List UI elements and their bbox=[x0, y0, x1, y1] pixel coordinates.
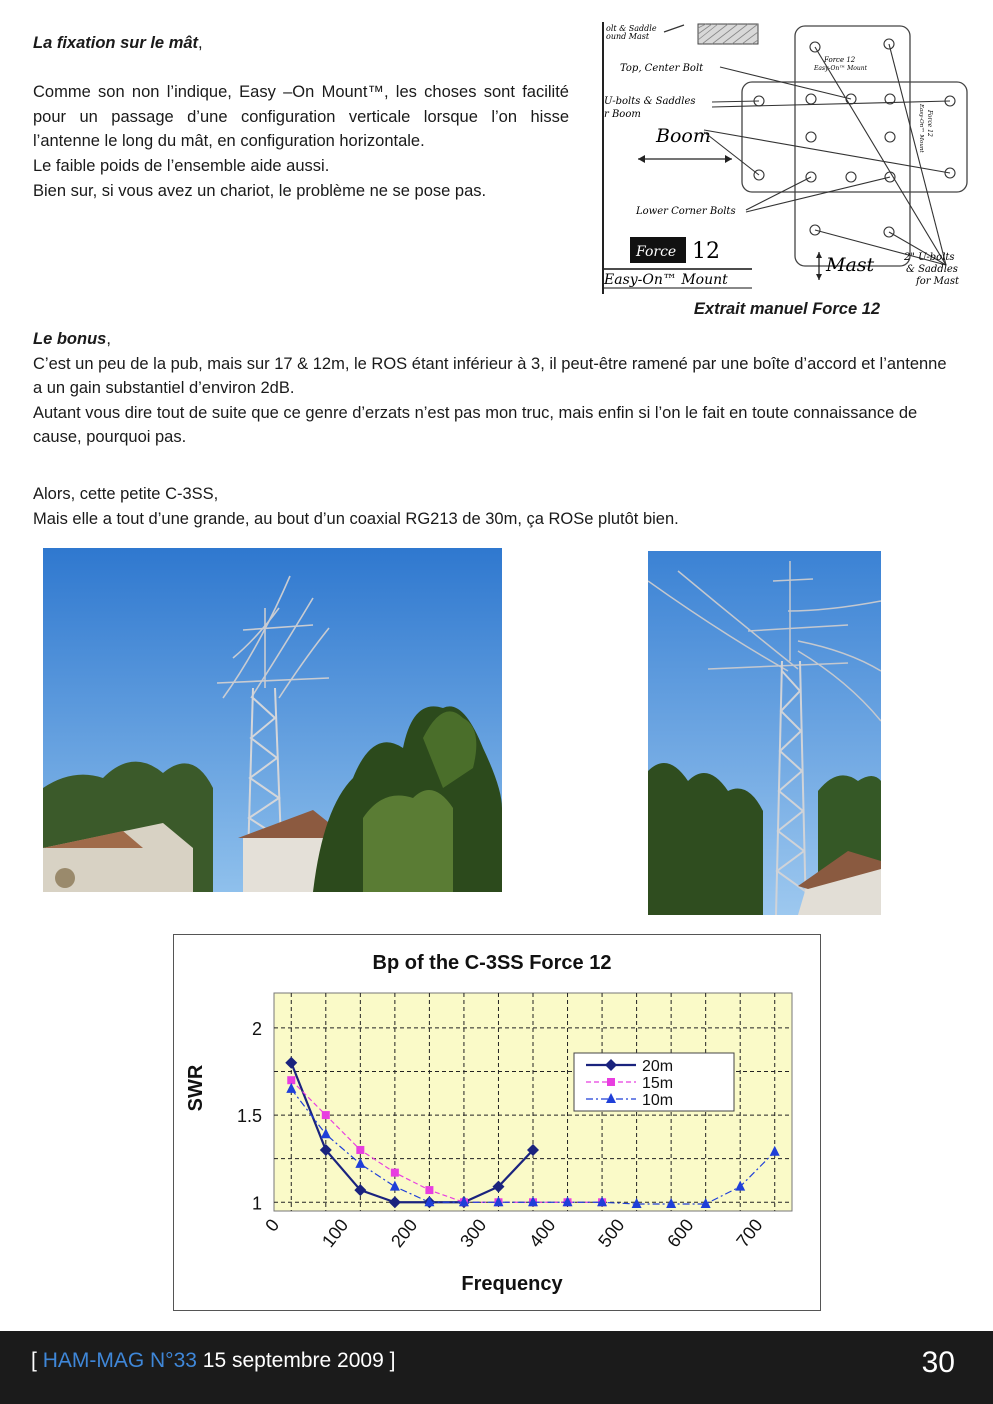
data-point-15m bbox=[425, 1186, 433, 1194]
chart-y-axis-label: SWR bbox=[185, 1064, 207, 1112]
chart-x-axis-label: Frequency bbox=[461, 1273, 563, 1295]
y-tick-label: 1 bbox=[251, 1193, 262, 1214]
bonus-paragraph-2: Autant vous dire tout de suite que ce genre d’erzats n’est pas mon truc, mais enfin si l’on le fait en toute connaissance de cause, pourquoi pas. bbox=[33, 403, 918, 447]
manual-caption: Extrait manuel Force 12 bbox=[693, 300, 881, 318]
footer-bracket-open: [ bbox=[31, 1349, 37, 1372]
antenna-photo-portrait bbox=[648, 551, 881, 915]
page-footer bbox=[0, 1331, 993, 1404]
y-tick-label: 1.5 bbox=[236, 1106, 262, 1127]
fixation-heading: La fixation sur le mât bbox=[33, 34, 199, 52]
x-tick-label: 400 bbox=[525, 1215, 560, 1252]
label-ubolts-mast-1: 2" U-bolts bbox=[904, 252, 955, 263]
label-ubolts-mast-3: for Mast bbox=[916, 276, 960, 287]
legend-label-10m: 10m bbox=[642, 1092, 674, 1109]
data-point-15m bbox=[322, 1111, 330, 1119]
data-point-15m bbox=[391, 1169, 399, 1177]
plate-side-1: Force 12 bbox=[926, 110, 933, 137]
label-lower-corner-bolts: Lower Corner Bolts bbox=[636, 206, 736, 217]
label-boom: Boom bbox=[656, 125, 711, 147]
x-tick-label: 0 bbox=[261, 1215, 284, 1236]
legend-label-15m: 15m bbox=[642, 1075, 674, 1092]
plate-side-2: Easy-On™ Mount bbox=[918, 104, 924, 153]
x-tick-label: 300 bbox=[456, 1215, 491, 1252]
bonus-heading: Le bonus bbox=[33, 330, 107, 348]
y-tick-label: 2 bbox=[251, 1018, 262, 1039]
bonus-section bbox=[33, 327, 958, 450]
chart-title: Bp of the C-3SS Force 12 bbox=[372, 952, 612, 974]
brand-force-number: 12 bbox=[692, 239, 720, 264]
x-tick-label: 600 bbox=[663, 1215, 698, 1252]
plate-title-1: Force 12 bbox=[824, 56, 856, 64]
c3ss-section bbox=[33, 482, 958, 531]
data-point-15m bbox=[356, 1146, 364, 1154]
fixation-section bbox=[33, 31, 569, 203]
label-top-center-bolt: Top, Center Bolt bbox=[620, 63, 704, 74]
fixation-heading-comma: , bbox=[198, 34, 203, 52]
brand-force-logo: Force bbox=[636, 244, 677, 260]
chart-legend bbox=[574, 1053, 734, 1111]
plate-title-2: Easy-On™ Mount bbox=[814, 65, 868, 72]
brand-easy-on-mount: Easy-On™ Mount bbox=[604, 272, 728, 288]
antenna-photo-landscape bbox=[43, 548, 502, 892]
label-mast: Mast bbox=[826, 254, 875, 276]
bonus-heading-comma: , bbox=[106, 330, 111, 348]
x-tick-label: 100 bbox=[317, 1215, 353, 1252]
fixation-paragraph-3: Bien sur, si vous avez un chariot, le problème ne se pose pas. bbox=[33, 181, 487, 200]
legend-label-20m: 20m bbox=[642, 1058, 674, 1075]
footer-reference bbox=[31, 1349, 395, 1373]
c3ss-paragraph-1: Alors, cette petite C-3SS, bbox=[33, 485, 219, 503]
fixation-paragraph-2: Le faible poids de l’ensemble aide aussi. bbox=[33, 156, 330, 175]
label-ubolts-boom-2: r Boom bbox=[604, 109, 641, 120]
x-tick-label: 700 bbox=[732, 1215, 767, 1252]
fixation-paragraph-1: Comme son non l’indique, Easy –On Mount™, les choses sont facilité pour un passage d’une configuration verticale lorsque l’on hisse l’antenne le long du mât, en configuration horizontale. bbox=[33, 83, 569, 151]
label-ubolts-boom-1: U-bolts & Saddles bbox=[604, 96, 696, 107]
c3ss-paragraph-2: Mais elle a tout d’une grande, au bout d’un coaxial RG213 de 30m, ça ROSe plutôt bien. bbox=[33, 509, 679, 528]
x-tick-label: 500 bbox=[594, 1215, 629, 1252]
x-tick-label: 200 bbox=[387, 1215, 422, 1252]
swr-chart bbox=[173, 934, 821, 1311]
label-saddle-1: olt & Saddle bbox=[606, 24, 657, 33]
manual-diagram bbox=[602, 22, 972, 294]
page-number: 30 bbox=[921, 1346, 955, 1379]
legend-marker-15m bbox=[607, 1078, 615, 1086]
footer-magazine: HAM-MAG N°33 bbox=[42, 1349, 197, 1372]
footer-date: 15 septembre 2009 ] bbox=[202, 1349, 396, 1372]
label-saddle-2: ound Mast bbox=[606, 32, 650, 41]
bonus-paragraph-1: C’est un peu de la pub, mais sur 17 & 12m, le ROS étant inférieur à 3, il peut-être ramené par une boîte d’accord et l’antenne a un gain substantiel d’environ 2dB. bbox=[33, 354, 947, 398]
label-ubolts-mast-2: & Saddles bbox=[906, 264, 958, 275]
